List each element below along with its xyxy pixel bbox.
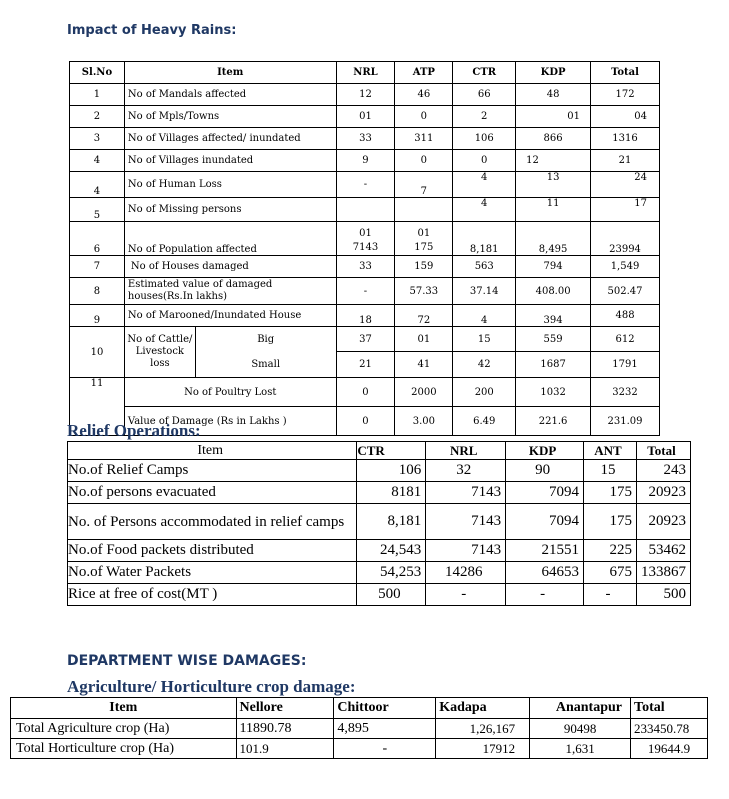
row-ctr: 42 — [453, 352, 516, 378]
row-atp: 2000 — [395, 378, 453, 407]
row-nrl: 21 — [336, 352, 395, 378]
table-row — [68, 482, 691, 504]
header-kdp: KDP — [516, 62, 591, 84]
row-total: 243 — [636, 460, 690, 482]
row-kdp: 408.00 — [516, 278, 591, 305]
row-nrl: 18 — [336, 305, 395, 327]
row-ctr: 8,181 — [453, 222, 516, 256]
row-ctr: 2 — [453, 106, 516, 128]
row-nrl: 33 — [336, 256, 395, 278]
row-kdp: 559 — [516, 327, 591, 352]
header-ctr: CTR — [453, 62, 516, 84]
row-atp: 7 — [395, 172, 453, 198]
row-ctr: 563 — [453, 256, 516, 278]
row-sl: 4 — [70, 150, 125, 172]
header-slno: Sl.No — [70, 62, 125, 84]
row-ctr: 8181 — [357, 482, 426, 504]
row-anantapur: 90498 — [530, 719, 631, 739]
table-row — [11, 739, 708, 759]
row-item: No of Missing persons — [124, 198, 336, 222]
row-total: 23994 — [591, 222, 660, 256]
row-item: No of Marooned/Inundated House — [124, 305, 336, 327]
row-sl: 4 — [70, 172, 125, 198]
header-total: Total — [631, 698, 708, 719]
row-item: No of Human Loss — [124, 172, 336, 198]
header-anantapur: Anantapur — [530, 698, 631, 719]
row-nrl: 37 — [336, 327, 395, 352]
row-kdp: 90 — [506, 460, 584, 482]
header-chittoor: Chittoor — [334, 698, 436, 719]
row-kadapa: 1,26,167 — [436, 719, 530, 739]
row-atp: 01 — [395, 327, 453, 352]
row-kdp: 8,495 — [516, 222, 591, 256]
row-item: No of Mandals affected — [124, 84, 336, 106]
row-total: 233450.78 — [631, 719, 708, 739]
header-total: Total — [591, 62, 660, 84]
row-kadapa: 17912 — [436, 739, 530, 759]
poultry-value-label: Value of Damage (Rs in Lakhs ) — [124, 407, 336, 436]
row-kdp: 866 — [516, 128, 591, 150]
table-row — [11, 719, 708, 739]
table-row — [70, 150, 660, 172]
header-ctr: CTR — [357, 442, 426, 460]
row-nrl: - — [426, 584, 506, 606]
row-ctr: 54,253 — [357, 562, 426, 584]
row-item: No of Villages affected/ inundated — [124, 128, 336, 150]
row-item: No of Houses damaged — [124, 256, 336, 278]
row-nrl: 0 — [336, 407, 395, 436]
row-item: No of Mpls/Towns — [124, 106, 336, 128]
row-ant: 15 — [584, 460, 637, 482]
row-item: Total Horticulture crop (Ha) — [11, 739, 237, 759]
row-ant: 175 — [584, 504, 637, 540]
table-row — [68, 562, 691, 584]
row-total: 1316 — [591, 128, 660, 150]
row-total: 3232 — [591, 378, 660, 407]
row-total: 20923 — [636, 504, 690, 540]
row-total: 231.09 — [591, 407, 660, 436]
row-total: 133867 — [636, 562, 690, 584]
row-kdp: 01 — [516, 106, 591, 128]
row-nrl: 14286 — [426, 562, 506, 584]
table-row — [68, 584, 691, 606]
row-nrl: 01 7143 — [336, 222, 395, 256]
row-total: 502.47 — [591, 278, 660, 305]
row-nrl: 32 — [426, 460, 506, 482]
row-ctr: 8,181 — [357, 504, 426, 540]
row-atp: 46 — [395, 84, 453, 106]
row-nrl: 7143 — [426, 504, 506, 540]
row-nrl — [336, 198, 395, 222]
row-atp: 01 175 — [395, 222, 453, 256]
table-header-row — [11, 698, 708, 719]
row-nellore: 11890.78 — [236, 719, 334, 739]
impact-table — [69, 61, 660, 436]
table-row — [70, 106, 660, 128]
header-ant: ANT — [584, 442, 637, 460]
cattle-small-label: Small — [195, 352, 336, 378]
row-kdp: 48 — [516, 84, 591, 106]
table-row — [68, 504, 691, 540]
header-kdp: KDP — [506, 442, 584, 460]
row-item: Estimated value of damaged houses(Rs.In lakhs) — [124, 278, 336, 305]
row-ctr: 4 — [453, 305, 516, 327]
row-anantapur: 1,631 — [530, 739, 631, 759]
row-kdp: - — [506, 584, 584, 606]
table-header-row — [70, 62, 660, 84]
table-row — [70, 84, 660, 106]
table-row — [68, 540, 691, 562]
header-nrl: NRL — [426, 442, 506, 460]
row-ctr: 4 — [453, 172, 516, 198]
row-item: Total Agriculture crop (Ha) — [11, 719, 237, 739]
page-title: Impact of Heavy Rains: — [67, 23, 237, 38]
row-total: 24 — [591, 172, 660, 198]
row-sl: 7 — [70, 256, 125, 278]
header-atp: ATP — [395, 62, 453, 84]
row-nrl: - — [336, 172, 395, 198]
row-kdp: 21551 — [506, 540, 584, 562]
agri-title: Agriculture/ Horticulture crop damage: — [67, 677, 356, 696]
row-kdp: 64653 — [506, 562, 584, 584]
row-ant: 675 — [584, 562, 637, 584]
row-total: 172 — [591, 84, 660, 106]
row-nrl: 33 — [336, 128, 395, 150]
table-row — [70, 278, 660, 305]
row-sl: 6 — [70, 222, 125, 256]
row-total: 500 — [636, 584, 690, 606]
row-ctr: 106 — [357, 460, 426, 482]
header-total: Total — [636, 442, 690, 460]
row-ant: - — [584, 584, 637, 606]
relief-title: Relief Operations: — [67, 421, 201, 440]
row-sl: 8 — [70, 278, 125, 305]
table-row — [70, 198, 660, 222]
table-row — [70, 305, 660, 327]
row-item: Rice at free of cost(MT ) — [68, 584, 357, 606]
row-ctr: 106 — [453, 128, 516, 150]
row-sl: 2 — [70, 106, 125, 128]
row-nrl: 7143 — [426, 482, 506, 504]
row-kdp: 1032 — [516, 378, 591, 407]
row-item: No.of Food packets distributed — [68, 540, 357, 562]
row-kdp: 12 — [516, 150, 591, 172]
row-atp — [395, 198, 453, 222]
row-kdp: 7094 — [506, 482, 584, 504]
row-ctr: 15 — [453, 327, 516, 352]
row-item: No.of Relief Camps — [68, 460, 357, 482]
row-total: 21 — [591, 150, 660, 172]
row-total: 1791 — [591, 352, 660, 378]
row-sl: 10 — [70, 327, 125, 378]
header-nrl: NRL — [336, 62, 395, 84]
table-row — [70, 128, 660, 150]
row-kdp: 794 — [516, 256, 591, 278]
row-atp: 72 — [395, 305, 453, 327]
row-ctr: 500 — [357, 584, 426, 606]
row-nrl: - — [336, 278, 395, 305]
row-kdp: 221.6 — [516, 407, 591, 436]
row-item: No of Villages inundated — [124, 150, 336, 172]
poultry-lost-row — [70, 378, 660, 407]
row-sl: 1 — [70, 84, 125, 106]
row-nrl: 9 — [336, 150, 395, 172]
row-total: 19644.9 — [631, 739, 708, 759]
row-item: No of Population affected — [124, 222, 336, 256]
row-kdp: 11 — [516, 198, 591, 222]
row-ctr: 0 — [453, 150, 516, 172]
header-item: Item — [68, 442, 357, 460]
row-atp: 0 — [395, 150, 453, 172]
row-sl: 5 — [70, 198, 125, 222]
row-sl: 9 — [70, 305, 125, 327]
row-nrl: 7143 — [426, 540, 506, 562]
row-item: No.of persons evacuated — [68, 482, 357, 504]
agri-table — [10, 697, 708, 759]
row-ctr: 37.14 — [453, 278, 516, 305]
table-row — [70, 222, 660, 256]
row-kdp: 13 — [516, 172, 591, 198]
cattle-big-row — [70, 327, 660, 352]
row-ctr: 4 — [453, 198, 516, 222]
table-header-row — [68, 442, 691, 460]
cattle-big-label: Big — [195, 327, 336, 352]
row-total: 04 — [591, 106, 660, 128]
header-nellore: Nellore — [236, 698, 334, 719]
row-total: 488 — [591, 305, 660, 327]
row-item: No.of Water Packets — [68, 562, 357, 584]
row-total: 17 — [591, 198, 660, 222]
row-kdp: 7094 — [506, 504, 584, 540]
table-row — [68, 460, 691, 482]
row-ctr: 200 — [453, 378, 516, 407]
poultry-lost-label: No of Poultry Lost — [124, 378, 336, 407]
row-sl: 11 — [70, 378, 125, 407]
relief-table — [67, 441, 691, 606]
row-atp: 3.00 — [395, 407, 453, 436]
row-total: 612 — [591, 327, 660, 352]
row-kdp: 1687 — [516, 352, 591, 378]
row-atp: 311 — [395, 128, 453, 150]
row-item: No. of Persons accommodated in relief camps — [68, 504, 357, 540]
row-total: 53462 — [636, 540, 690, 562]
row-nrl: 0 — [336, 378, 395, 407]
row-total: 1,549 — [591, 256, 660, 278]
row-sl: 3 — [70, 128, 125, 150]
header-item: Item — [11, 698, 237, 719]
row-ctr: 24,543 — [357, 540, 426, 562]
row-chittoor: 4,895 — [334, 719, 436, 739]
cattle-label: No of Cattle/ Livestock loss — [124, 327, 195, 378]
row-total: 20923 — [636, 482, 690, 504]
row-nrl: 01 — [336, 106, 395, 128]
row-ctr: 66 — [453, 84, 516, 106]
row-ctr: 6.49 — [453, 407, 516, 436]
header-item: Item — [124, 62, 336, 84]
row-ant: 175 — [584, 482, 637, 504]
table-row — [70, 256, 660, 278]
row-nellore: 101.9 — [236, 739, 334, 759]
row-atp: 57.33 — [395, 278, 453, 305]
row-atp: 41 — [395, 352, 453, 378]
row-kdp: 394 — [516, 305, 591, 327]
row-chittoor: - — [334, 739, 436, 759]
row-ant: 225 — [584, 540, 637, 562]
header-kadapa: Kadapa — [436, 698, 530, 719]
department-title: DEPARTMENT WISE DAMAGES: — [67, 653, 307, 669]
row-atp: 0 — [395, 106, 453, 128]
row-atp: 159 — [395, 256, 453, 278]
table-row — [70, 172, 660, 198]
row-nrl: 12 — [336, 84, 395, 106]
